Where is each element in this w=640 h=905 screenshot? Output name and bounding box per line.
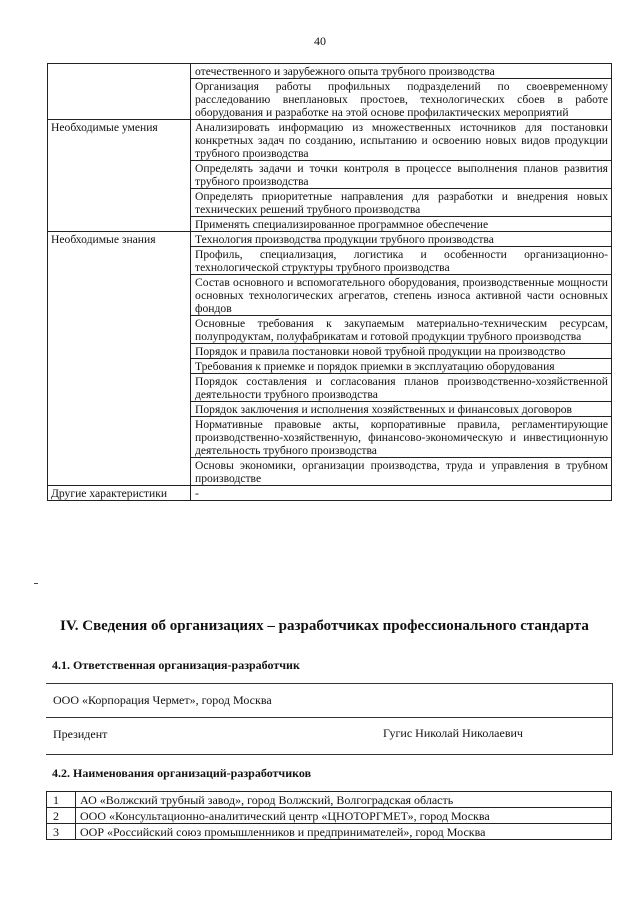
page-number: 40	[314, 34, 326, 48]
responsible-position: Президент	[53, 727, 108, 741]
table-cell: Профиль, специализация, логистика и особенности организационно-технологической структуры трубного производства	[191, 247, 612, 275]
table-cell: отечественного и зарубежного опыта трубного производства	[191, 64, 612, 79]
section-title: IV. Сведения об организациях – разработчиках профессионального стандарта	[60, 618, 589, 634]
table-cell: Порядок заключения и исполнения хозяйственных и финансовых договоров	[191, 402, 612, 417]
row-label-skills: Необходимые умения	[48, 120, 191, 232]
table-row	[47, 808, 612, 824]
developer-orgs-table	[46, 791, 612, 840]
org-number: 2	[47, 808, 76, 824]
table-cell: Нормативные правовые акты, корпоративные правила, регламентирующие производственно-хозяйственную, финансово-экономическую и инвестиционную деятельность трубного производства	[191, 417, 612, 458]
table-row	[47, 792, 612, 808]
table-cell: Технология производства продукции трубного производства	[191, 232, 612, 247]
table-cell: Требования к приемке и порядок приемки в эксплуатацию оборудования	[191, 359, 612, 374]
table-cell: Порядок составления и согласования планов производственно-хозяйственной деятельности трубного производства	[191, 374, 612, 402]
row-label-other: Другие характеристики	[48, 486, 191, 501]
table-row	[48, 64, 612, 79]
table-cell: -	[191, 486, 612, 501]
table-cell: Анализировать информацию из множественных источников для постановки конкретных задач по созданию, испытанию и освоению новых видов продукции трубного производства	[191, 120, 612, 161]
table-cell: Основы экономики, организации производства, труда и управления в трубном производстве	[191, 458, 612, 486]
table-cell: Порядок и правила постановки новой трубной продукции на производство	[191, 344, 612, 359]
org-name: АО «Волжский трубный завод», город Волжский, Волгоградская область	[76, 792, 612, 808]
table-cell: Состав основного и вспомогательного оборудования, производственные мощности основных технологических агрегатов, степень износа активной части основных фондов	[191, 275, 612, 316]
table-cell: Определять задачи и точки контроля в процессе выполнения планов развития трубного производства	[191, 161, 612, 189]
table-row	[47, 824, 612, 840]
table-row	[48, 232, 612, 247]
org-name: ООР «Российский союз промышленников и предпринимателей», город Москва	[76, 824, 612, 840]
org-number: 1	[47, 792, 76, 808]
org-number: 3	[47, 824, 76, 840]
characteristics-table	[47, 63, 612, 501]
margin-mark	[34, 583, 38, 584]
org-name: ООО «Консультационно-аналитический центр «ЦНОТОРГМЕТ», город Москва	[76, 808, 612, 824]
divider	[46, 717, 612, 718]
table-cell: Применять специализированное программное обеспечение	[191, 217, 612, 232]
table-cell: Основные требования к закупаемым материально-техническим ресурсам, полупродуктам, полуфабрикатам и готовой продукции трубного производства	[191, 316, 612, 344]
subsection-title-4-2: 4.2. Наименования организаций-разработчиков	[52, 766, 312, 780]
subsection-title-4-1: 4.1. Ответственная организация-разработчик	[52, 658, 300, 672]
table-row	[48, 120, 612, 161]
responsible-org-box	[46, 683, 613, 755]
row-label-knowledge: Необходимые знания	[48, 232, 191, 486]
responsible-org-name: ООО «Корпорация Чермет», город Москва	[53, 693, 272, 707]
table-row	[48, 486, 612, 501]
row-label	[48, 64, 191, 120]
table-cell: Организация работы профильных подразделений по своевременному расследованию внеплановых простоев, технологических сбоев в работе оборудования и разработке на этой основе профилактических мероприятий	[191, 79, 612, 120]
responsible-person: Гугис Николай Николаевич	[383, 726, 523, 740]
table-cell: Определять приоритетные направления для разработки и внедрения новых технических решений трубного производства	[191, 189, 612, 217]
